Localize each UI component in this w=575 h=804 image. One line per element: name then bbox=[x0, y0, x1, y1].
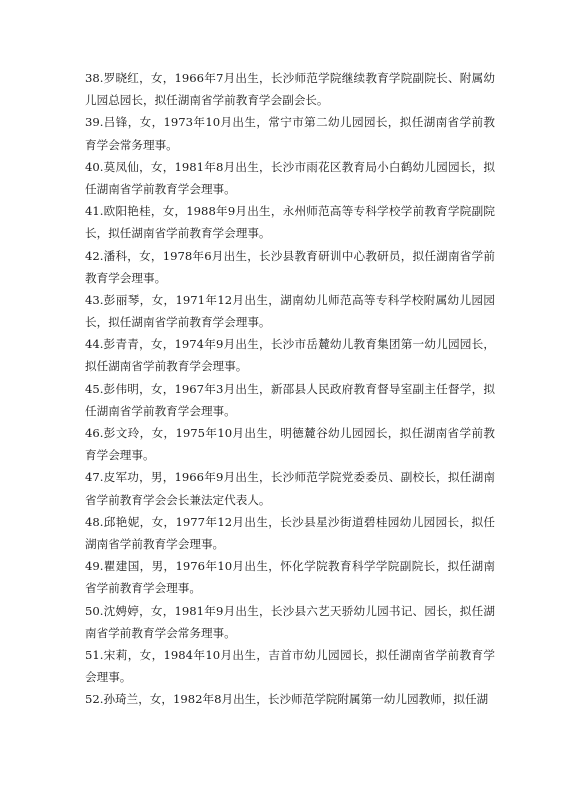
entry-continuation-line: 长，拟任湖南省学前教育学会理事。 bbox=[85, 226, 271, 241]
member-entry bbox=[85, 422, 495, 466]
entry-first-line: 52.孙琦兰，女，1982年8月出生，长沙师范学院附属第一幼儿园教师，拟任湖 bbox=[85, 692, 489, 707]
entry-first-line: 38.罗晓红，女，1966年7月出生，长沙师范学院继续教育学院副院长、附属幼 bbox=[85, 71, 495, 85]
member-entry bbox=[85, 200, 495, 244]
entry-continuation-line: 任湖南省学前教育学会理事。 bbox=[85, 403, 236, 418]
entry-continuation-line: 育学会常务理事。 bbox=[85, 137, 178, 152]
member-entry bbox=[85, 688, 495, 710]
entry-first-line: 40.莫凤仙，女，1981年8月出生，长沙市雨花区教育局小白鹤幼儿园园长，拟 bbox=[85, 159, 495, 174]
entry-continuation-line: 拟任湖南省学前教育学会理事。 bbox=[85, 359, 248, 374]
entry-continuation-line: 湖南省学前教育学会理事。 bbox=[85, 536, 225, 551]
entry-first-line: 41.欧阳艳桂，女，1988年9月出生，永州师范高等专科学校学前教育学院副院 bbox=[85, 204, 495, 219]
entry-continuation-line: 省学前教育学会理事。 bbox=[85, 581, 201, 596]
entry-continuation-line: 会理事。 bbox=[85, 670, 132, 685]
member-entry bbox=[85, 600, 495, 644]
entry-first-line: 43.彭丽琴，女，1971年12月出生，湖南幼儿师范高等专科学校附属幼儿园园 bbox=[85, 292, 495, 307]
entry-continuation-line: 儿园总园长，拟任湖南省学前教育学会副会长。 bbox=[85, 93, 329, 108]
entry-first-line: 42.潘科，女，1978年6月出生，长沙县教育研训中心教研员，拟任湖南省学前 bbox=[85, 248, 495, 263]
member-entry bbox=[85, 466, 495, 510]
entry-first-line: 48.邱艳妮，女，1977年12月出生，长沙县星沙街道碧桂园幼儿园园长，拟任 bbox=[85, 514, 495, 529]
entry-continuation-line: 长，拟任湖南省学前教育学会理事。 bbox=[85, 315, 271, 330]
document-body bbox=[85, 67, 495, 710]
entry-first-line: 44.彭青青，女，1974年9月出生，长沙市岳麓幼儿教育集团第一幼儿园园长， bbox=[85, 337, 495, 352]
member-entry bbox=[85, 378, 495, 422]
entry-first-line: 50.沈娉婷，女，1981年9月出生，长沙县六艺天骄幼儿园书记、园长，拟任湖 bbox=[85, 603, 495, 618]
member-entry bbox=[85, 289, 495, 333]
member-entry bbox=[85, 245, 495, 289]
entry-continuation-line: 教育学会理事。 bbox=[85, 270, 167, 285]
entry-continuation-line: 南省学前教育学会常务理事。 bbox=[85, 625, 236, 640]
entry-first-line: 45.彭伟明，女，1967年3月出生，新邵县人民政府教育督导室副主任督学，拟 bbox=[85, 381, 495, 396]
member-entry bbox=[85, 644, 495, 688]
entry-first-line: 46.彭文玲，女，1975年10月出生，明德麓谷幼儿园园长，拟任湖南省学前教 bbox=[85, 426, 495, 440]
entry-first-line: 49.瞿建国，男，1976年10月出生，怀化学院教育科学学院副院长，拟任湖南 bbox=[85, 559, 495, 574]
entry-continuation-line: 省学前教育学会会长兼法定代表人。 bbox=[85, 492, 271, 507]
entry-first-line: 39.吕锋，女，1973年10月出生，常宁市第二幼儿园园长，拟任湖南省学前教 bbox=[85, 115, 495, 130]
entry-continuation-line: 育学会理事。 bbox=[85, 448, 155, 463]
entry-continuation-line: 任湖南省学前教育学会理事。 bbox=[85, 181, 236, 196]
entry-first-line: 47.皮军功，男，1966年9月出生，长沙师范学院党委委员、副校长，拟任湖南 bbox=[85, 470, 495, 485]
member-entry bbox=[85, 67, 495, 111]
member-entry bbox=[85, 511, 495, 555]
member-entry bbox=[85, 333, 495, 377]
entry-first-line: 51.宋莉，女，1984年10月出生，吉首市幼儿园园长，拟任湖南省学前教育学 bbox=[85, 647, 495, 662]
member-entry bbox=[85, 111, 495, 155]
member-entry bbox=[85, 156, 495, 200]
member-entry bbox=[85, 555, 495, 599]
